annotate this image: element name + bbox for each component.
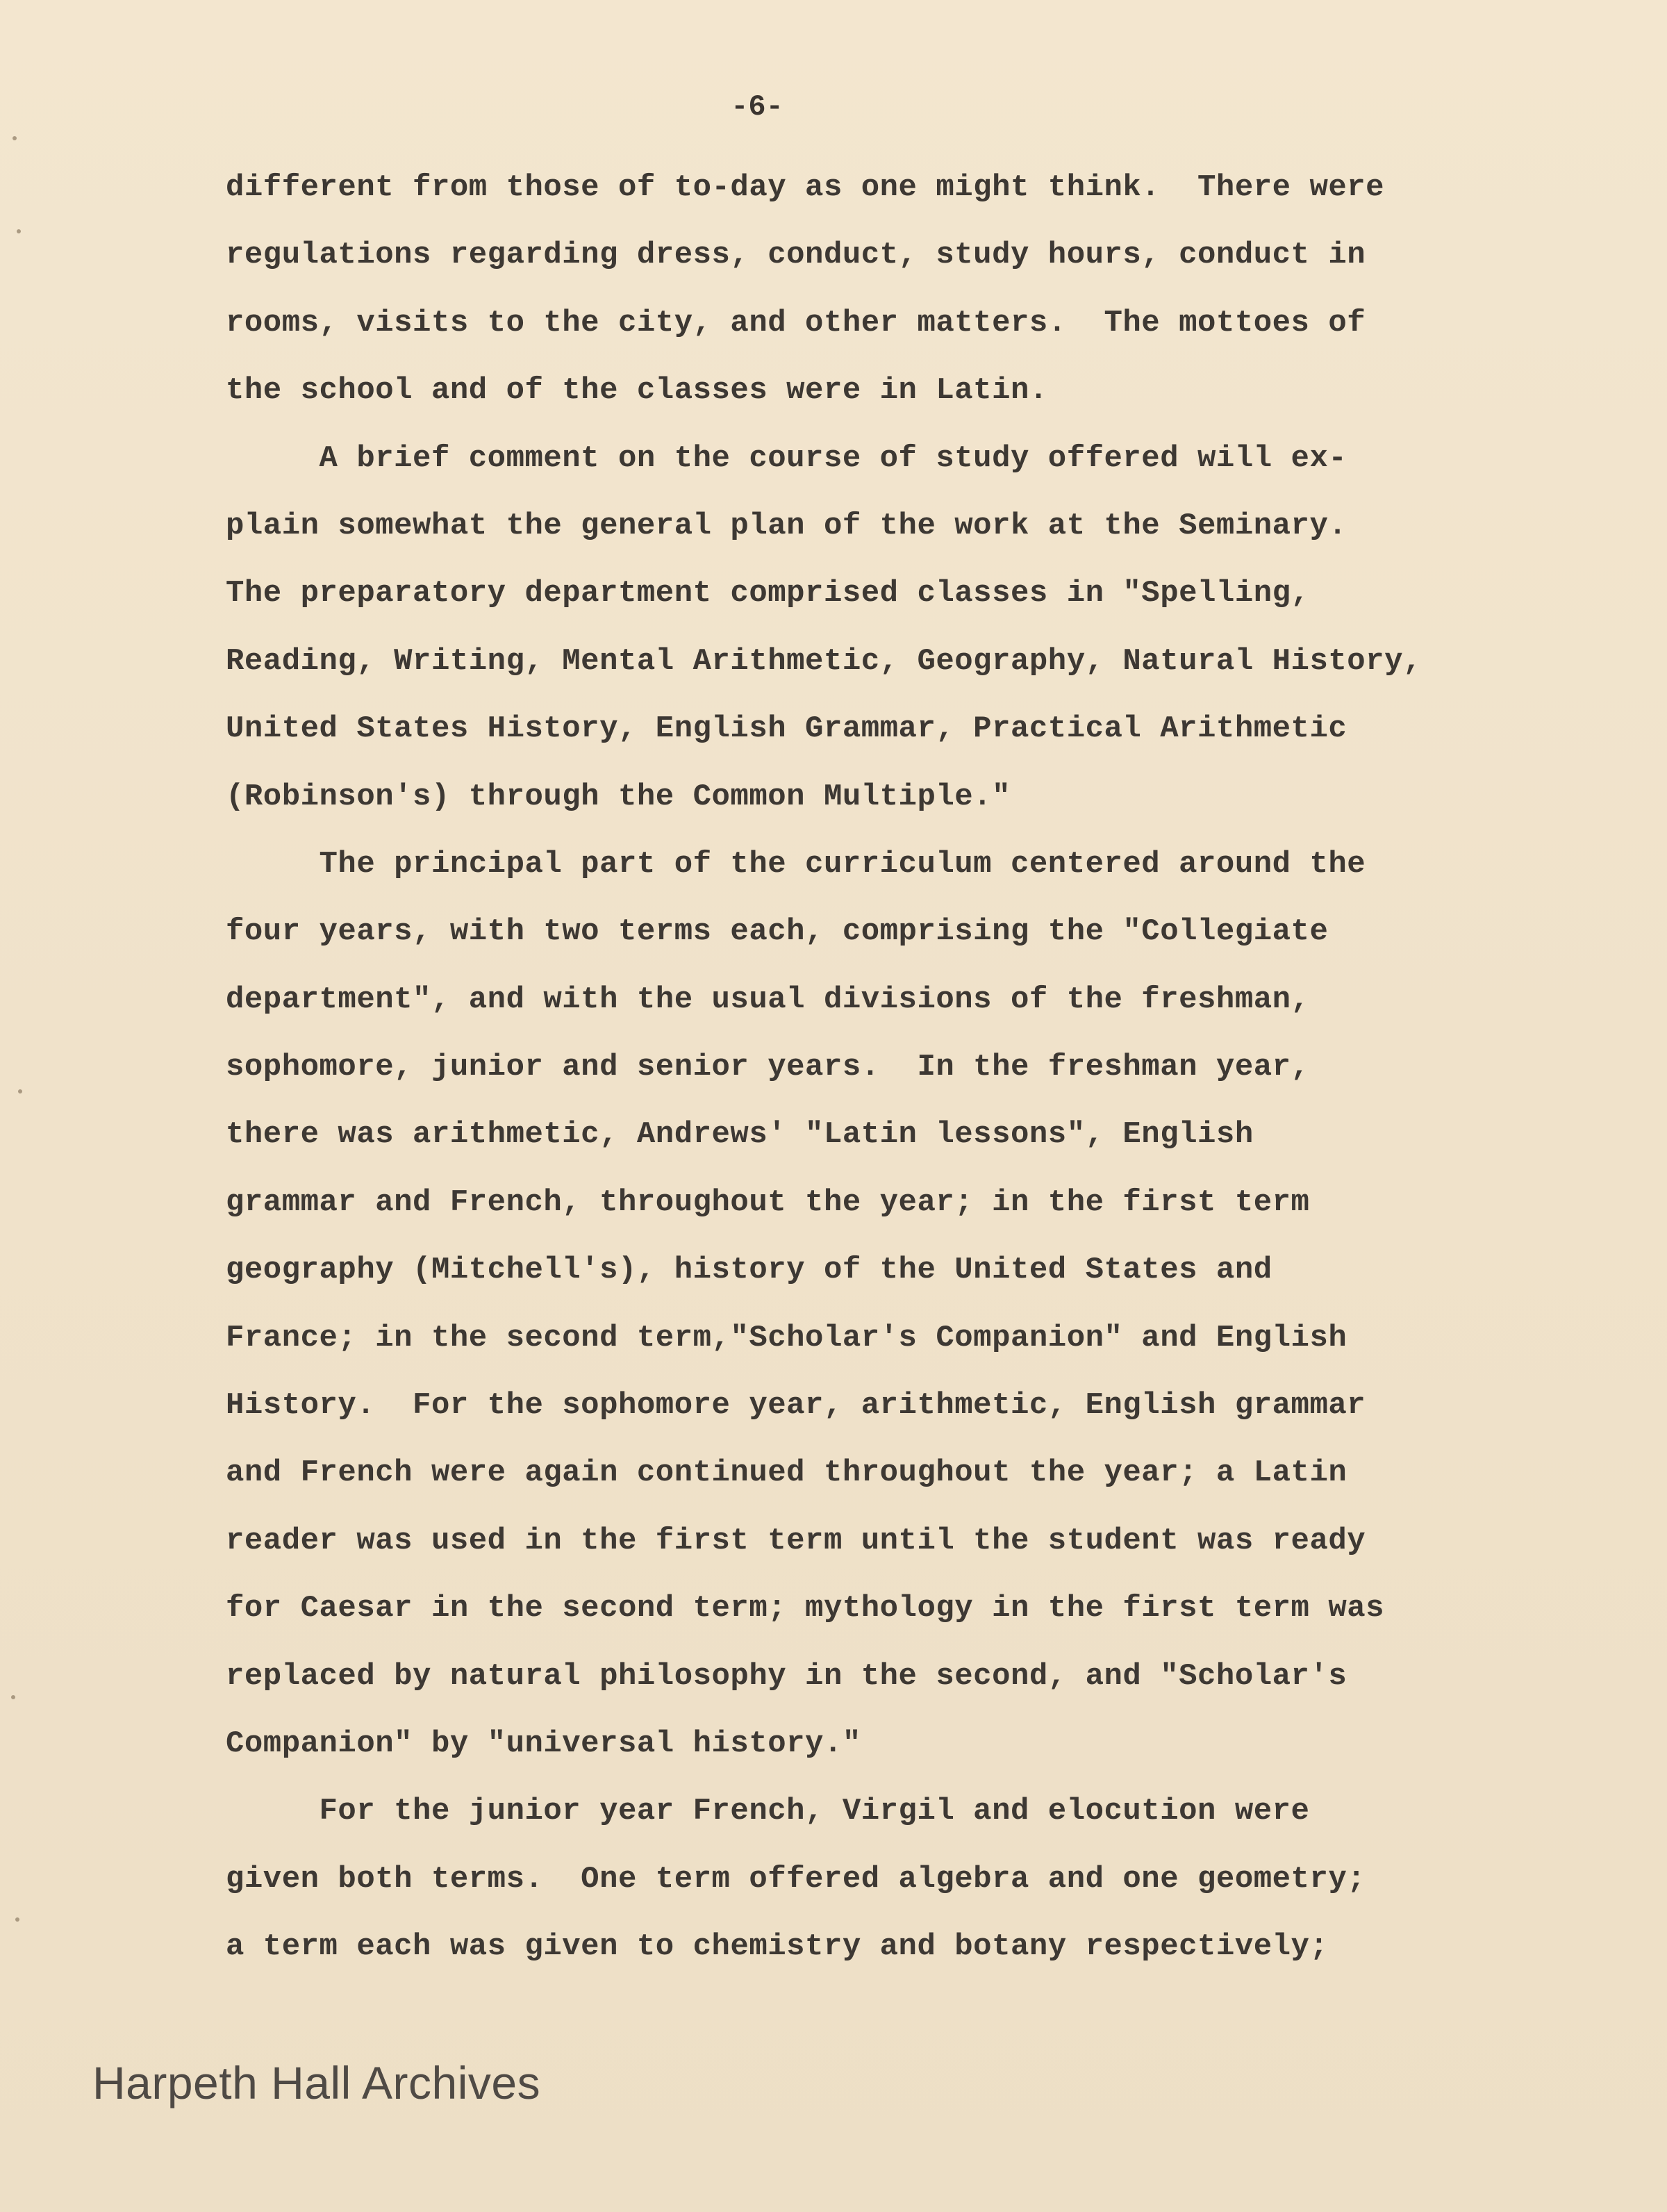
paper-fleck bbox=[11, 1695, 15, 1699]
text-line: rooms, visits to the city, and other matters. The mottoes of bbox=[226, 305, 1366, 340]
text-line: reader was used in the first term until the student was ready bbox=[226, 1523, 1366, 1558]
text-line: United States History, English Grammar, Practical Arithmetic bbox=[226, 711, 1347, 747]
archive-watermark: Harpeth Hall Archives bbox=[92, 2057, 541, 2108]
text-line: the school and of the classes were in Latin. bbox=[226, 373, 1048, 408]
text-line: replaced by natural philosophy in the second, and "Scholar's bbox=[226, 1658, 1347, 1694]
text-line: The principal part of the curriculum centered around the bbox=[226, 846, 1366, 882]
text-line: there was arithmetic, Andrews' "Latin lessons", English bbox=[226, 1117, 1254, 1153]
text-line: (Robinson's) through the Common Multiple." bbox=[226, 779, 1011, 814]
paper-fleck bbox=[13, 136, 17, 140]
text-line: department", and with the usual divisions of the freshman, bbox=[226, 982, 1310, 1017]
text-line: a term each was given to chemistry and botany respectively; bbox=[226, 1929, 1329, 1965]
text-line: grammar and French, throughout the year; in the first term bbox=[226, 1185, 1310, 1220]
paper-fleck bbox=[17, 229, 21, 233]
text-line: given both terms. One term offered algebra and one geometry; bbox=[226, 1861, 1366, 1897]
page-number: -6- bbox=[731, 90, 783, 124]
text-line: The preparatory department comprised classes in "Spelling, bbox=[226, 576, 1310, 611]
text-line: geography (Mitchell's), history of the United States and bbox=[226, 1253, 1272, 1288]
text-line: For the junior year French, Virgil and elocution were bbox=[226, 1794, 1310, 1829]
text-line: Companion" by "universal history." bbox=[226, 1726, 861, 1761]
typed-text-body bbox=[226, 154, 1525, 1981]
paper-fleck bbox=[18, 1089, 22, 1093]
text-line: A brief comment on the course of study offered will ex- bbox=[226, 440, 1347, 476]
text-line: regulations regarding dress, conduct, study hours, conduct in bbox=[226, 238, 1366, 273]
text-line: France; in the second term,"Scholar's Companion" and English bbox=[226, 1320, 1347, 1355]
text-line: four years, with two terms each, comprising the "Collegiate bbox=[226, 914, 1329, 950]
text-line: History. For the sophomore year, arithmetic, English grammar bbox=[226, 1388, 1366, 1423]
text-line: sophomore, junior and senior years. In the freshman year, bbox=[226, 1050, 1310, 1085]
text-line: for Caesar in the second term; mythology in the first term was bbox=[226, 1591, 1385, 1626]
text-line: different from those of to-day as one might think. There were bbox=[226, 170, 1385, 205]
text-line: Reading, Writing, Mental Arithmetic, Geography, Natural History, bbox=[226, 643, 1422, 679]
paper-fleck bbox=[15, 1917, 19, 1922]
text-line: and French were again continued throughout the year; a Latin bbox=[226, 1455, 1347, 1491]
text-line: plain somewhat the general plan of the work at the Seminary. bbox=[226, 508, 1347, 543]
